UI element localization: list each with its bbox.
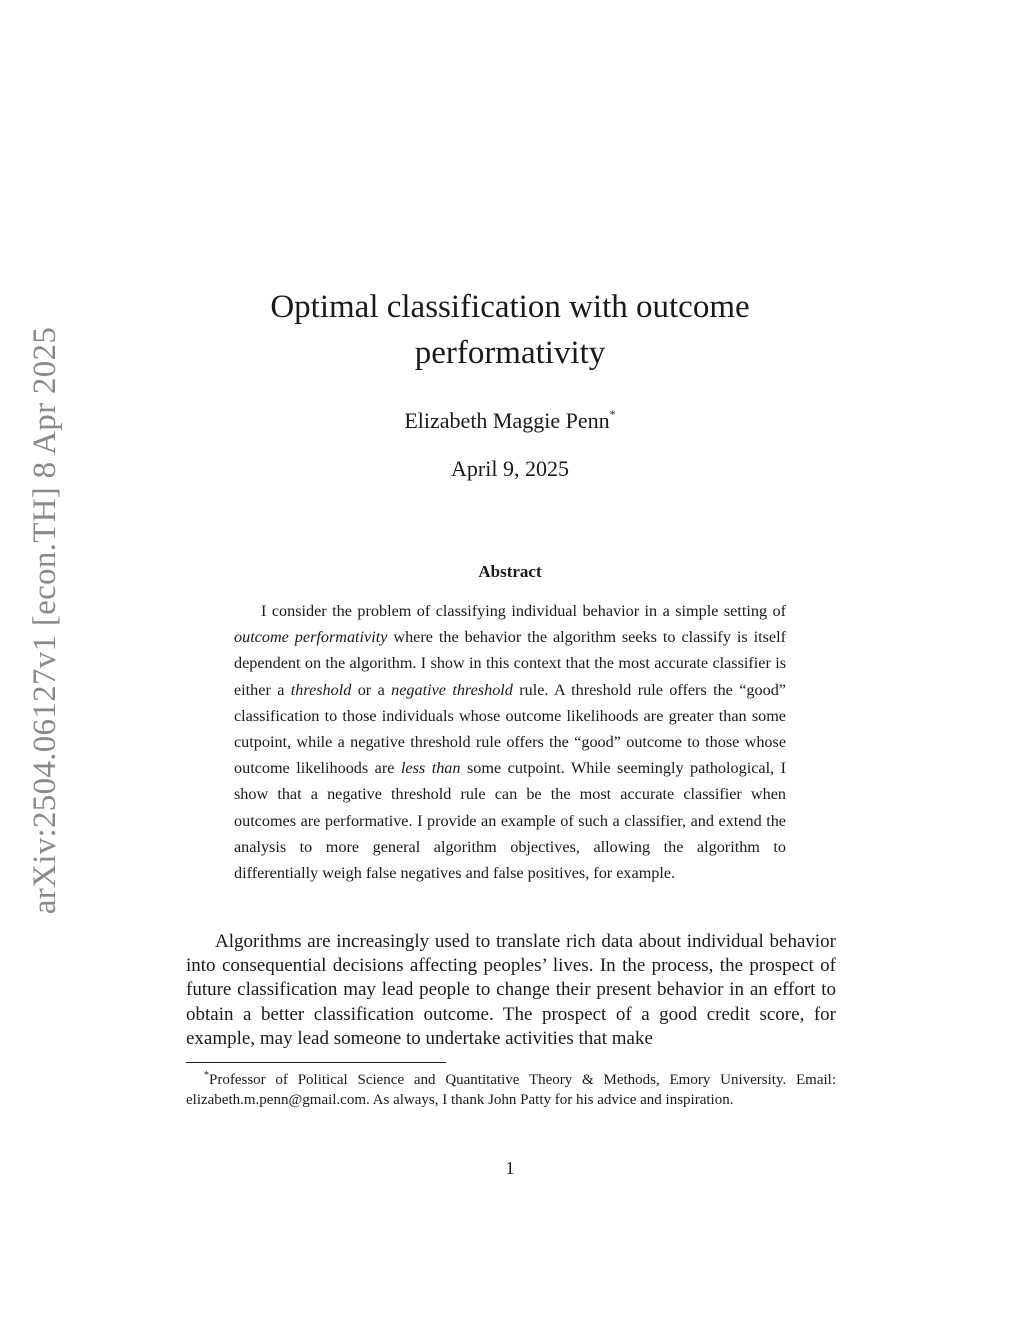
abstract-body [234,598,786,886]
abstract-text-1: I consider the problem of classifying individual behavior in a simple setting of [261,602,786,620]
arxiv-identifier-text: arXiv:2504.06127v1 [econ.TH] 8 Apr 2025 [27,326,64,914]
body-paragraph: Algorithms are increasingly used to translate rich data about individual behavior into consequential decisions affecting peoples’ lives. In the process, the prospect of future classification may lead people to change their present behavior in an effort to obtain a better classification outcome. The prospect of a good credit score, for example, may lead someone to undertake activities that make [186,931,836,1049]
footnote-text: Professor of Political Science and Quantitative Theory & Methods, Emory University. Email: elizabeth.m.penn@gmail.com. As always, I thank John Patty for his advice and inspiration. [186,1072,836,1108]
abstract-text-2: where the behavior the algorithm seeks to classify is itself dependent on the algorithm. I show in this context that the most accurate classifier is either a [234,628,787,699]
abstract-emphasis-2: threshold [290,680,352,699]
arxiv-identifier-stamp [24,320,68,920]
abstract-text-4: rule. A threshold rule offers the “good” classification to those individuals whose outcome likelihoods are greater than some cutpoint, while a negative threshold rule offers the “good” outcome to those whose outcome likelihoods are [234,680,786,778]
footnote [186,1066,836,1110]
footnote-divider [186,1062,446,1063]
abstract-emphasis-1: outcome performativity [234,628,388,647]
abstract-text-5: some cutpoint. While seemingly pathological, I show that a negative threshold rule can be the most accurate classifier when outcomes are performative. I provide an example of such a classifier, and extend the analysis to more general algorithm objectives, allowing the algorithm to differentially weigh false negatives and false positives, for example. [234,759,786,883]
paper-date: April 9, 2025 [451,456,569,481]
abstract-heading: Abstract [478,562,542,581]
author-name: Elizabeth Maggie Penn [404,408,610,433]
page-number: 1 [505,1158,515,1178]
author-line [185,408,835,434]
abstract-emphasis-4: less than [400,759,461,778]
abstract-emphasis-3: negative threshold [391,680,513,699]
author-footnote-marker: * [609,406,616,421]
paper-title: Optimal classification with outcome performativity [270,289,750,371]
abstract-text-3: or a [351,680,392,699]
footnote-marker: * [204,1070,209,1081]
